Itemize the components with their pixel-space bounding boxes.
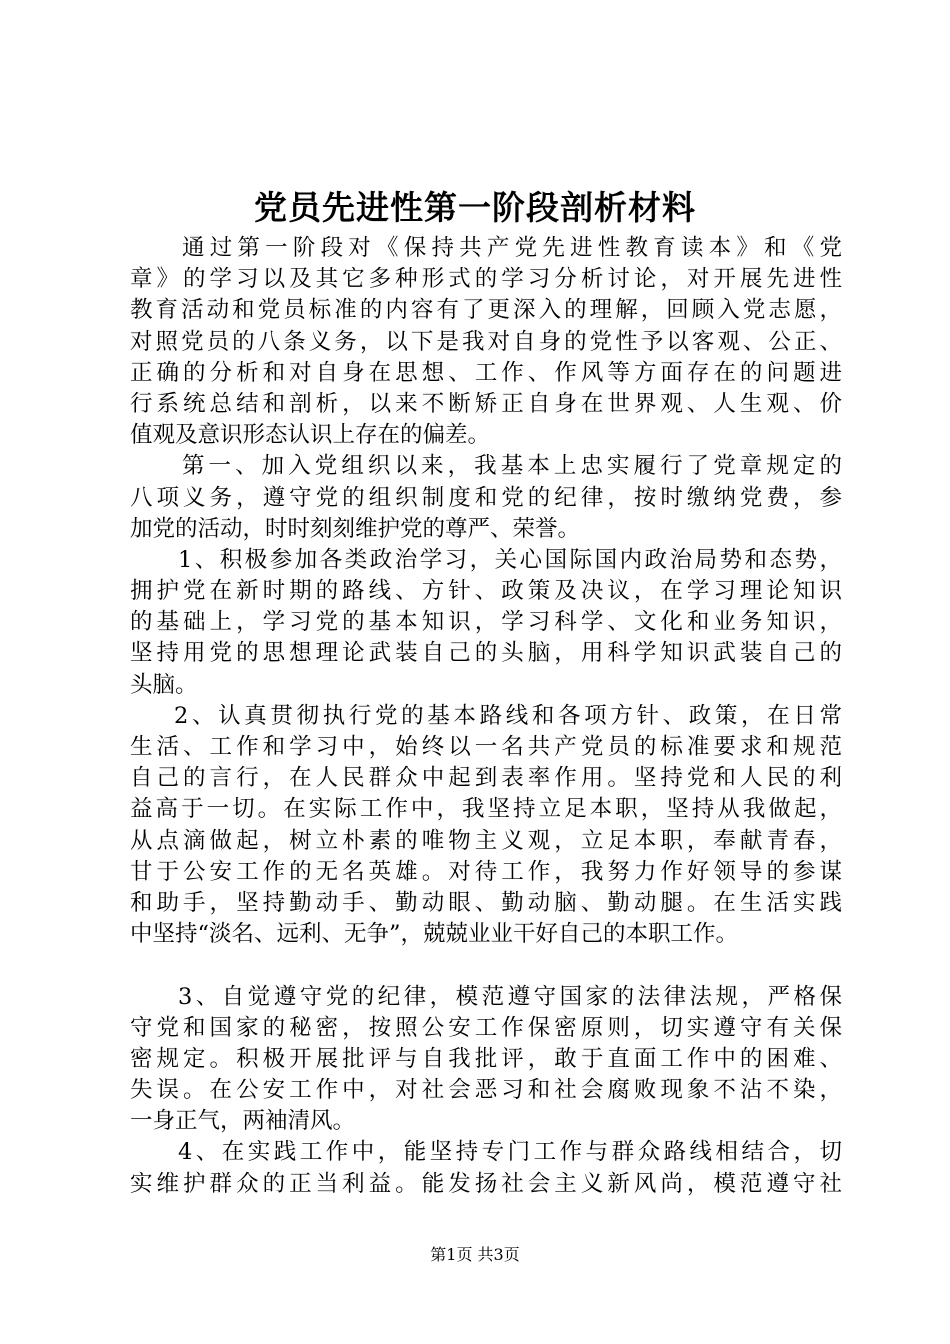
- text-line: 3、自觉遵守党的纪律，模范遵守国家的法律法规，严格保: [178, 983, 842, 1010]
- text-line: 一身正气，两袖清风。: [130, 1108, 356, 1135]
- text-line: 的基础上，学习党的基本知识，学习科学、文化和业务知识，: [130, 609, 842, 636]
- text-line: 2、认真贯彻执行党的基本路线和各项方针、政策，在日常: [174, 702, 842, 729]
- paragraph-item-2: [130, 701, 842, 951]
- text-line: 通过第一阶段对《保持共产党先进性教育读本》和《党: [182, 235, 842, 261]
- text-line: 4、在实践工作中，能坚持专门工作与群众路线相结合，切: [178, 1139, 842, 1166]
- text-line: 1、积极参加各类政治学习，关心国际国内政治局势和态势，: [178, 546, 842, 573]
- text-line: 正确的分析和对自身在思想、工作、作风等方面存在的问题进: [130, 359, 842, 386]
- text-line: 头脑。: [130, 671, 198, 698]
- text-line: 坚持用党的思想理论武装自己的头脑，用科学知识武装自己的: [130, 640, 842, 667]
- paragraph-intro: [130, 233, 842, 451]
- text-line: 值观及意识形态认识上存在的偏差。: [130, 422, 491, 449]
- document-body: [130, 233, 842, 1200]
- text-line: 自己的言行，在人民群众中起到表率作用。坚持党和人民的利: [130, 765, 842, 792]
- text-line: 第一、加入党组织以来，我基本上忠实履行了党章规定的: [182, 453, 842, 480]
- text-line: 密规定。积极开展批评与自我批评，敢于直面工作中的困难、: [130, 1045, 842, 1072]
- document-title: 党员先进性第一阶段剖析材料: [254, 188, 696, 227]
- text-line: 守党和国家的秘密，按照公安工作保密原则，切实遵守有关保: [130, 1014, 842, 1041]
- text-line: 中坚持“淡名、远利、无争”，兢兢业业干好自己的本职工作。: [130, 921, 739, 948]
- text-line: 从点滴做起，树立朴素的唯物主义观，立足本职，奉献青春，: [130, 827, 842, 854]
- text-line: 实维护群众的正当利益。能发扬社会主义新风尚，模范遵守社: [130, 1170, 842, 1197]
- text-line: 和助手，坚持勤动手、勤动眼、勤动脑、勤动腿。在生活实践: [130, 889, 842, 916]
- text-line: 拥护党在新时期的路线、方针、政策及决议，在学习理论知识: [130, 578, 842, 605]
- text-line: 教育活动和党员标准的内容有了更深入的理解，回顾入党志愿，: [130, 297, 842, 324]
- paragraph-item-3: [130, 982, 842, 1138]
- text-line: 八项义务，遵守党的组织制度和党的纪律，按时缴纳党费，参: [130, 484, 842, 511]
- paragraph-first-section: [130, 451, 842, 545]
- text-line: 生活、工作和学习中，始终以一名共产党员的标准要求和规范: [130, 734, 842, 760]
- page-number-footer: 第1页 共3页: [430, 1245, 520, 1264]
- blank-line: [130, 950, 842, 981]
- text-line: 对照党员的八条义务，以下是我对自身的党性予以客观、公正、: [130, 328, 842, 355]
- text-line: 章》的学习以及其它多种形式的学习分析讨论，对开展先进性: [130, 266, 842, 293]
- paragraph-item-1: [130, 545, 842, 701]
- text-line: 益高于一切。在实际工作中，我坚持立足本职，坚持从我做起，: [130, 796, 842, 823]
- text-line: 失误。在公安工作中，对社会恶习和社会腐败现象不沾不染，: [130, 1077, 842, 1104]
- text-line: 行系统总结和剖析，以来不断矫正自身在世界观、人生观、价: [130, 390, 842, 417]
- paragraph-item-4: [130, 1137, 842, 1199]
- text-line: 加党的活动，时时刻刻维护党的尊严、荣誉。: [130, 515, 581, 542]
- text-line: 甘于公安工作的无名英雄。对待工作，我努力作好领导的参谋: [130, 858, 842, 885]
